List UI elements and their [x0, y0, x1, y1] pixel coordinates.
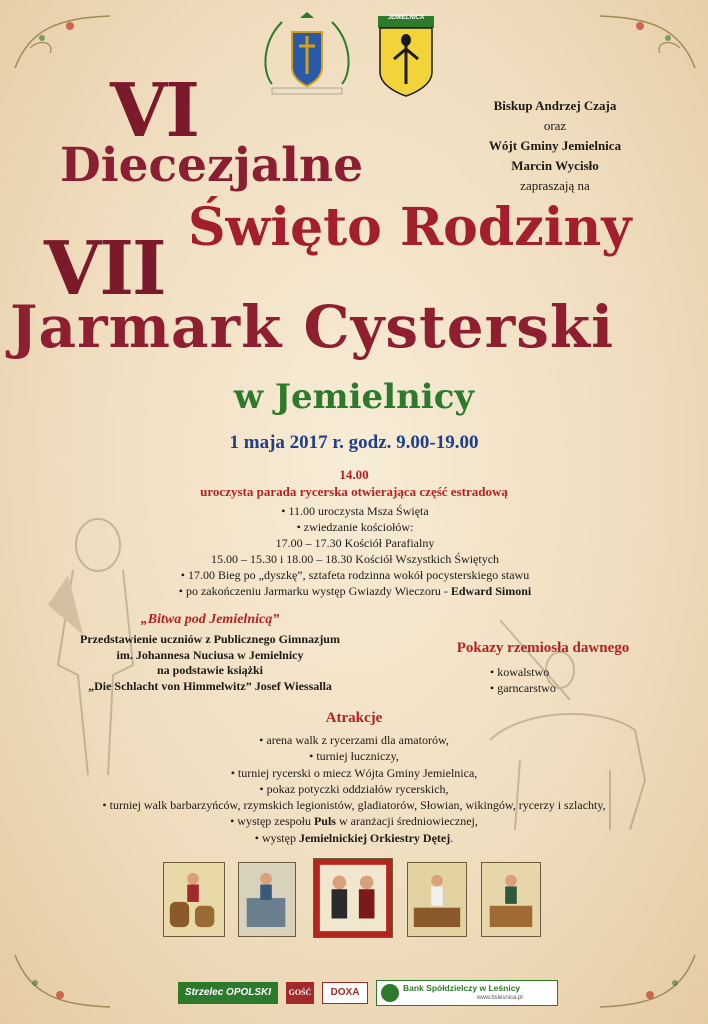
event-date: 1 maja 2017 r. godz. 9.00-19.00 — [229, 432, 479, 453]
medieval-illustration-musicians — [313, 858, 393, 938]
bank-name: Bank Spółdzielczy w Leśnicy — [403, 983, 521, 993]
medieval-illustration-baker — [407, 862, 467, 937]
ornament-top-left — [10, 8, 120, 78]
invite-wojt: Wójt Gminy Jemielnica — [488, 138, 622, 153]
medieval-illustration-craftsman — [481, 862, 541, 937]
bitwa-line: na podstawie książki — [156, 663, 264, 677]
bank-icon — [381, 984, 399, 1002]
bitwa-description — [30, 632, 390, 694]
attraction-item-puls — [20, 813, 688, 829]
logo-bank-spoldzielczy — [376, 980, 558, 1006]
schedule-star-name: Edward Simoni — [450, 584, 532, 598]
schedule-item: • 17.00 Bieg po „dyszkę”, sztafeta rodzinna wokół pocysterskiego stawu — [180, 568, 530, 582]
main-event-time: 14.00 — [339, 467, 369, 482]
attraction-item: • pokaz potyczki oddziałów rycerskich, — [259, 781, 449, 796]
invite-and: oraz — [543, 118, 567, 133]
jemielnica-crest-label: JEMIELNICA — [387, 15, 425, 21]
attraction-puls-prefix: • występ zespołu — [230, 814, 314, 829]
attraction-item: • turniej walk barbarzyńców, rzymskich legionistów, gladiatorów, Słowian, wikingów, rycerzy i szlachty, — [102, 798, 606, 813]
schedule-item: 17.00 – 17.30 Kościół Parafialny — [275, 536, 435, 550]
logo-gosc: GOŚĆ — [286, 982, 314, 1004]
bitwa-heading: „Bitwa pod Jemielnicą” — [140, 612, 280, 627]
title-roman-vi: VI — [110, 68, 199, 154]
bank-url: www.bslesnica.pl — [477, 995, 523, 1001]
title-swieto-rodziny: Święto Rodziny — [188, 197, 632, 258]
attraction-orkiestra-suffix: . — [450, 830, 454, 845]
title-roman-vii: VII — [44, 226, 165, 312]
invite-bishop: Biskup Andrzej Czaja — [493, 98, 617, 113]
attractions-list — [20, 732, 688, 846]
crafts-item: • garncarstwo — [490, 681, 556, 695]
medieval-illustration-smith — [238, 862, 296, 937]
bitwa-line: „Die Schlacht von Himmelwitz” Josef Wiessalla — [88, 678, 332, 693]
schedule-item: • 11.00 uroczysta Msza Święta — [281, 504, 429, 518]
crafts-list — [490, 664, 690, 696]
attraction-item: • turniej łuczniczy, — [309, 749, 399, 764]
medieval-illustration-cooper — [163, 862, 225, 937]
bitwa-line: Przedstawienie uczniów z Publicznego Gimnazjum — [80, 632, 340, 646]
crafts-item: • kowalstwo — [490, 665, 550, 679]
ornament-bottom-left — [10, 945, 120, 1015]
invite-wojt-name: Marcin Wycisło — [511, 158, 599, 173]
ornament-top-right — [590, 8, 700, 78]
schedule-item: 15.00 – 15.30 i 18.00 – 18.30 Kościół Wszystkich Świętych — [210, 552, 500, 566]
header-crests — [262, 12, 442, 100]
schedule-item-star — [120, 583, 590, 599]
attraction-item: • arena walk z rycerzami dla amatorów, — [259, 733, 449, 747]
invitation-block — [430, 96, 680, 196]
schedule-list — [120, 503, 590, 599]
jemielnica-coat-of-arms — [376, 14, 436, 100]
attraction-orkiestra-prefix: • występ — [254, 830, 299, 845]
attraction-item-orkiestra — [20, 830, 688, 846]
schedule-item: • zwiedzanie kościołów: — [296, 520, 414, 534]
title-jarmark-cysterski: Jarmark Cysterski — [10, 293, 615, 361]
sponsor-logos — [178, 980, 558, 1006]
attraction-puls-name: Puls — [313, 814, 336, 829]
logo-doxa: DOXA — [322, 982, 368, 1004]
schedule-star-prefix: • po zakończeniu Jarmarku występ Gwiazdy Wieczoru - — [178, 584, 451, 598]
attraction-puls-suffix: w aranżacji średniowiecznej, — [335, 814, 478, 829]
bitwa-line: im. Johannesa Nuciusa w Jemielnicy — [116, 647, 304, 662]
attraction-orkiestra-name: Jemielnickiej Orkiestry Dętej — [298, 830, 451, 845]
logo-strzelec-opolski: Strzelec OPOLSKI — [178, 982, 278, 1004]
title-diecezjalne: Diecezjalne — [60, 138, 364, 193]
main-event-description: uroczysta parada rycerska otwierająca część estradową — [200, 484, 508, 499]
attraction-item: • turniej rycerski o miecz Wójta Gminy Jemielnica, — [230, 765, 478, 780]
title-town: w Jemielnicy — [233, 377, 475, 417]
invite-closing: zapraszają na — [520, 178, 590, 193]
bishop-coat-of-arms — [262, 12, 352, 98]
crafts-heading: Pokazy rzemiosła dawnego — [456, 640, 630, 656]
attractions-heading: Atrakcje — [325, 710, 383, 726]
ornament-bottom-right — [590, 945, 700, 1015]
